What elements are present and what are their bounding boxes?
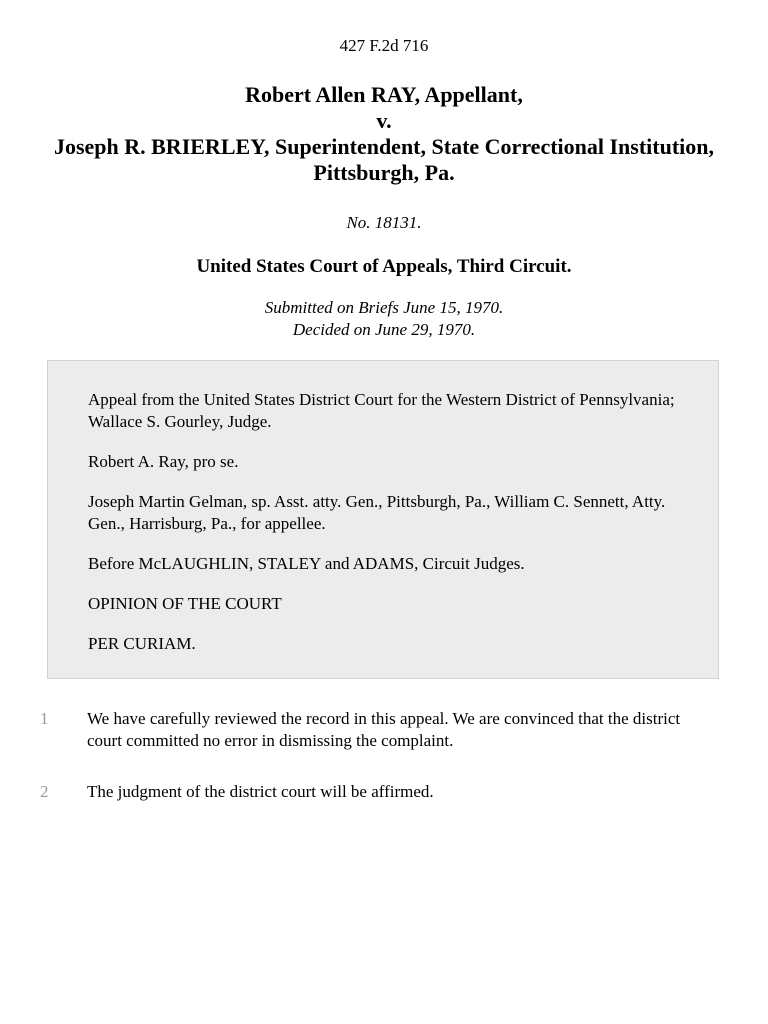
per-curiam-label: PER CURIAM. xyxy=(88,634,196,653)
panel-text: Before McLAUGHLIN, STALEY and ADAMS, Circuit Judges. xyxy=(88,554,525,573)
paragraph-number: 1 xyxy=(40,709,49,728)
paragraph-text: We have carefully reviewed the record in this appeal. We are convinced that the district court committed no error in dismissing the complaint. xyxy=(87,709,681,750)
versus-label: v. xyxy=(376,108,392,133)
paragraph-number: 2 xyxy=(40,782,49,801)
appellee-name: Joseph R. BRIERLEY, Superintendent, State Correctional Institution, Pittsburgh, Pa. xyxy=(53,134,715,185)
case-summary-box xyxy=(47,360,719,679)
case-parties xyxy=(40,82,728,186)
case-citation: 427 F.2d 716 xyxy=(339,36,429,55)
appellant-name: Robert Allen RAY, Appellant, xyxy=(245,82,523,107)
submitted-date: Submitted on Briefs June 15, 1970. xyxy=(264,298,504,317)
appellant-counsel-text: Robert A. Ray, pro se. xyxy=(88,452,239,471)
docket-number: No. 18131. xyxy=(346,213,422,232)
appeal-from-text: Appeal from the United States District Court for the Western District of Pennsylvania; Wallace S. Gourley, Judge. xyxy=(88,390,675,431)
appellee-counsel-text: Joseph Martin Gelman, sp. Asst. atty. Gen., Pittsburgh, Pa., William C. Sennett, Atty. Gen., Harrisburg, Pa., for appellee. xyxy=(88,492,666,533)
opinion-heading: OPINION OF THE COURT xyxy=(88,594,282,613)
case-dates xyxy=(0,297,768,341)
paragraph-text: The judgment of the district court will be affirmed. xyxy=(87,782,434,801)
court-name: United States Court of Appeals, Third Circuit. xyxy=(196,256,572,277)
decided-date: Decided on June 29, 1970. xyxy=(292,320,476,339)
